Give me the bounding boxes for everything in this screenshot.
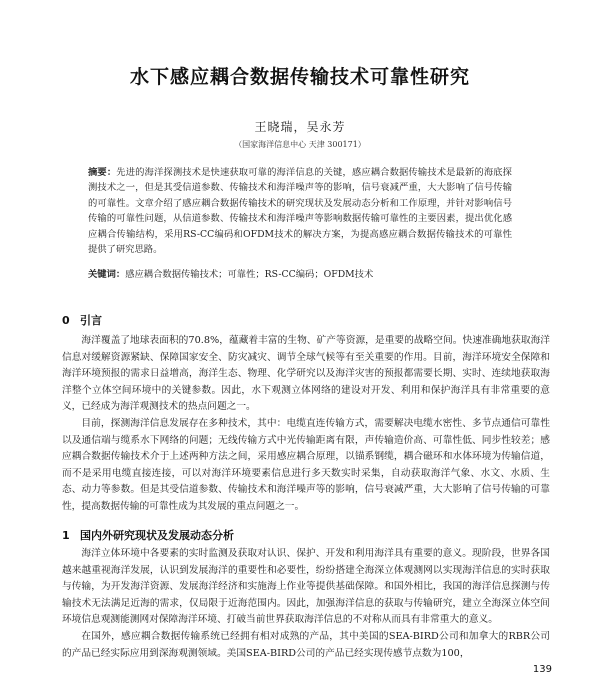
section-title: 国内外研究现状及发展动态分析 — [80, 529, 234, 542]
section-heading-introduction — [62, 312, 102, 328]
abstract-text: 先进的海洋探测技术是快速获取可靠的海洋信息的关键，感应耦合数据传输技术是最新的海底探测技术之一，但是其受信道参数、传输技术和海洋噪声等的影响，信号衰减严重，大大影响了信号传输的可靠性。文章介绍了感应耦合数据传输技术的研究现状及发展动态分析和工作原理，并针对影响信号传输的可靠性问题，从信道参数、传输技术和海洋噪声等影响数据传输可靠性的主要因素，提出优化感应耦合传输结构，采用RS-CC编码和OFDM技术的解决方案，为提高感应耦合数据传输技术的可靠性提供了研究思路。 — [88, 167, 512, 256]
paper-title: 水下感应耦合数据传输技术可靠性研究 — [129, 66, 470, 88]
section-number: 1 — [62, 529, 70, 542]
abstract — [88, 165, 512, 257]
paragraph: 在国外，感应耦合数据传输系统已经拥有相对成熟的产品，其中美国的SEA-BIRD公司和加拿大的RBR公司的产品已经实际应用到深海观测领域。美国SEA-BIRD公司的产品已经实现传感节点数为100， — [62, 630, 550, 659]
author-affiliation: （国家海洋信息中心 天津 300171） — [234, 140, 366, 149]
paragraph: 海洋立体环境中各要素的实时监测及获取对认识、保护、开发和利用海洋具有重要的意义。现阶段，世界各国越来越重视海洋发展，认识到发展海洋的重要性和必要性，纷纷搭建全海深立体观测网以实现海洋信息的实时获取与传输，为开发海洋资源、发展海洋经济和实施海上作业等提供基础保障。和国外相比，我国的海洋信息探测与传输技术无法满足近海的需求，仅局限于近海范围内。因此，加强海洋信息的获取与传输研究，建立全海深立体空间环境信息观测能测网对保障海洋环境、打破当前世界获取海洋信息的不对称从而具有非常重大的意义。 — [62, 548, 550, 626]
section-title: 引言 — [80, 314, 102, 327]
keywords-label: 关键词： — [88, 269, 126, 280]
section-number: 0 — [62, 314, 70, 327]
paper-authors: 王晓瑞，吴永芳 — [254, 120, 346, 134]
section-heading-status — [62, 527, 234, 543]
paragraph: 目前，探测海洋信息发展存在多种技术，其中：电缆直连传输方式，需要解决电缆水密性、多节点通信可靠性以及通信端与缆系水下网络的问题；无线传输方式中光传输距离有限，声传输造价高、可靠性低、同步性较差；感应耦合数据传输技术介于上述两种方法之间，采用感应耦合原理，以锚系钢缆，耦合磁环和水体环境为传输信道，而不是采用电缆直接连接，可以对海洋环境要素信息进行多天数实时采集，自动获取海洋气象、水文、水质、生态、动力等参数。但是其受信道参数、传输技术和海洋噪声等的影响，信号衰减严重，大大影响了信号传输的可靠性，提高数据传输的可靠性成为其发展的重点问题之一。 — [62, 417, 550, 512]
keywords — [88, 268, 512, 282]
keywords-text: 感应耦合数据传输技术；可靠性；RS-CC编码；OFDM技术 — [125, 269, 374, 280]
intro-body — [62, 333, 550, 516]
page-number: 139 — [532, 664, 552, 675]
paragraph: 海洋覆盖了地球表面积的70.8%，蕴藏着丰富的生物、矿产等资源，是重要的战略空间。快速准确地获取海洋信息对缓解资源紧缺、保障国家安全、防灾减灾、调节全球气候等有至关重要的作用。目前，海洋环境安全保障和海洋环境预报的需求日益增高，海洋生态、物理、化学研究以及海洋灾害的预报都需要长期、实时、连续地获取海洋整个立体空间环境中的关键参数。因此，水下观测立体网络的建设对开发、利用和保护海洋具有非常重要的意义，已经成为海洋观测技术的热点问题之一。 — [62, 335, 550, 413]
abstract-label: 摘要： — [88, 167, 117, 178]
status-body — [62, 546, 550, 662]
